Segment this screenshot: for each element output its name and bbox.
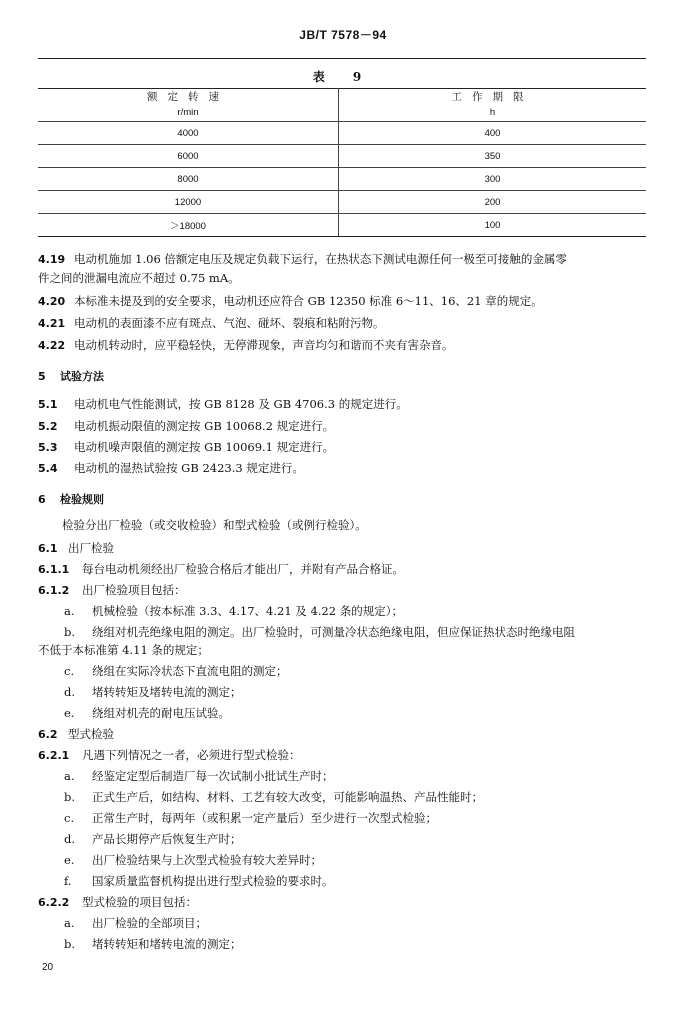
item-text: 正常生产时，每两年（或积累一定产量后）至少进行一次型式检验； [92,811,437,825]
document-header: JB/T 7578－94 [299,28,387,42]
clause-number: 5.4 [38,462,58,475]
table-caption: 表 9 [312,70,374,84]
clause-4-21 [38,316,385,331]
clause-number: 4.19 [38,253,66,266]
item-letter: a. [64,769,75,783]
clause-4-20 [38,294,543,309]
clause-number: 4.20 [38,295,66,308]
section-6-intro: 检验分出厂检验（或交收检验）和型式检验（或例行检验）。 [62,518,367,532]
item-letter: a. [64,604,75,618]
life-cell: 100 [339,214,647,237]
clause-text: 本标准未提及到的安全要求，电动机还应符合 GB 12350 标准 6～11、16、21 章的规定。 [74,294,543,308]
item-text: 机械检验（按本标准 3.3、4.17、4.21 及 4.22 条的规定）； [92,604,403,618]
clause-4-22 [38,338,454,353]
section-title: 试验方法 [60,370,104,383]
clause-number: 4.21 [38,317,66,330]
item-letter: b. [64,790,76,804]
clause-number: 5.1 [38,398,58,411]
item-letter: f. [64,874,72,888]
item-letter: a. [64,916,75,930]
section-6-heading [38,493,104,507]
clause-text: 电动机振动限值的测定按 GB 10068.2 规定进行。 [74,419,335,433]
clause-6-2 [38,727,114,742]
col2-unit: h [489,107,496,118]
clause-text: 电动机噪声限值的测定按 GB 10069.1 规定进行。 [74,440,335,454]
item-letter: b. [64,937,76,951]
clause-title: 型式检验 [68,727,114,741]
life-cell: 400 [339,122,647,145]
clause-text: 电动机的表面漆不应有斑点、气泡、碰坏、裂痕和粘附污物。 [74,316,385,330]
item-text: 堵转转矩和堵转电流的测定； [92,937,242,951]
clause-4-19 [38,252,567,267]
clause-title: 出厂检验 [68,541,114,555]
item-6-1-2-e [64,706,230,720]
clause-5-4 [38,461,304,476]
item-text: 堵转转矩及堵转电流的测定； [92,685,242,699]
section-number: 6 [38,493,46,506]
table-row [38,145,646,168]
header-rule [38,58,646,59]
table-row [38,191,646,214]
item-text: 产品长期停产后恢复生产时； [92,832,242,846]
item-letter: b. [64,625,76,639]
section-number: 5 [38,370,46,383]
item-6-2-2-a [64,916,207,930]
clause-6-2-2 [38,895,197,910]
clause-number: 6.1.1 [38,563,70,576]
section-title: 检验规则 [60,493,104,506]
item-6-2-1-a [64,769,334,783]
col2-header: 工作期限 [339,89,647,105]
item-letter: c. [64,664,75,678]
table-row [38,168,646,191]
item-letter: d. [64,685,76,699]
speed-cell: 8000 [38,168,339,191]
item-6-1-2-d [64,685,242,699]
clause-number: 6.2 [38,728,58,741]
clause-number: 6.1 [38,542,58,555]
clause-5-1 [38,397,408,412]
clause-text: 电动机的湿热试验按 GB 2423.3 规定进行。 [74,461,304,475]
item-text: 绕组在实际冷状态下直流电阻的测定； [92,664,288,678]
page-number: 20 [42,962,54,973]
item-text: 国家质量监督机构提出进行型式检验的要求时。 [92,874,334,888]
clause-5-2 [38,419,334,434]
item-6-1-2-b-cont: 不低于本标准第 4.11 条的规定； [38,643,209,657]
col1-unit: r/min [38,104,339,122]
item-6-2-1-e [64,853,322,867]
speed-cell: ＞18000 [38,214,339,237]
item-letter: e. [64,706,75,720]
life-cell: 350 [339,145,647,168]
item-letter: e. [64,853,75,867]
clause-number: 6.1.2 [38,584,70,597]
item-6-2-1-d [64,832,242,846]
item-6-1-2-a [64,604,403,618]
item-6-2-2-b [64,937,242,951]
clause-number: 4.22 [38,339,66,352]
clause-text: 电动机电气性能测试，按 GB 8128 及 GB 4706.3 的规定进行。 [74,397,408,411]
clause-number: 5.2 [38,420,58,433]
item-6-2-1-b [64,790,483,804]
item-text: 正式生产后，如结构、材料、工艺有较大改变，可能影响温热、产品性能时； [92,790,483,804]
section-5-heading [38,370,104,384]
clause-number: 6.2.2 [38,896,70,909]
item-text: 绕组对机壳的耐电压试验。 [92,706,230,720]
clause-text: 出厂检验项目包括： [82,583,186,597]
clause-6-1-2 [38,583,186,598]
clause-text: 每台电动机须经出厂检验合格后才能出厂，并附有产品合格证。 [82,562,404,576]
item-6-2-1-f [64,874,334,888]
item-6-1-2-c [64,664,288,678]
item-letter: c. [64,811,75,825]
clause-6-1-1 [38,562,404,577]
table-row [38,214,646,237]
table-row [38,122,646,145]
clause-text: 型式检验的项目包括： [82,895,197,909]
speed-cell: 6000 [38,145,339,168]
clause-text: 电动机转动时，应平稳轻快，无停滞现象，声音均匀和谐而不夹有害杂音。 [74,338,454,352]
item-6-2-1-c [64,811,437,825]
clause-number: 6.2.1 [38,749,70,762]
clause-text: 凡遇下列情况之一者，必须进行型式检验： [82,748,301,762]
clause-6-2-1 [38,748,301,763]
clause-6-1 [38,541,114,556]
clause-4-19-cont: 件之间的泄漏电流应不超过 0.75 mA。 [38,271,240,285]
clause-text: 电动机施加 1.06 倍额定电压及规定负载下运行，在热状态下测试电源任何一极至可接触的金属零 [74,252,567,266]
speed-cell: 4000 [38,122,339,145]
col1-header: 额定转速 [38,89,339,105]
clause-5-3 [38,440,334,455]
spec-table [38,88,646,237]
life-cell: 300 [339,168,647,191]
item-text: 出厂检验结果与上次型式检验有较大差异时； [92,853,322,867]
item-text: 出厂检验的全部项目； [92,916,207,930]
item-6-1-2-b [64,625,575,639]
item-text: 绕组对机壳绝缘电阻的测定。出厂检验时，可测量冷状态绝缘电阻，但应保证热状态时绝缘电阻 [92,625,575,639]
item-text: 经鉴定定型后制造厂每一次试制小批试生产时； [92,769,334,783]
speed-cell: 12000 [38,191,339,214]
life-cell: 200 [339,191,647,214]
item-letter: d. [64,832,76,846]
clause-number: 5.3 [38,441,58,454]
